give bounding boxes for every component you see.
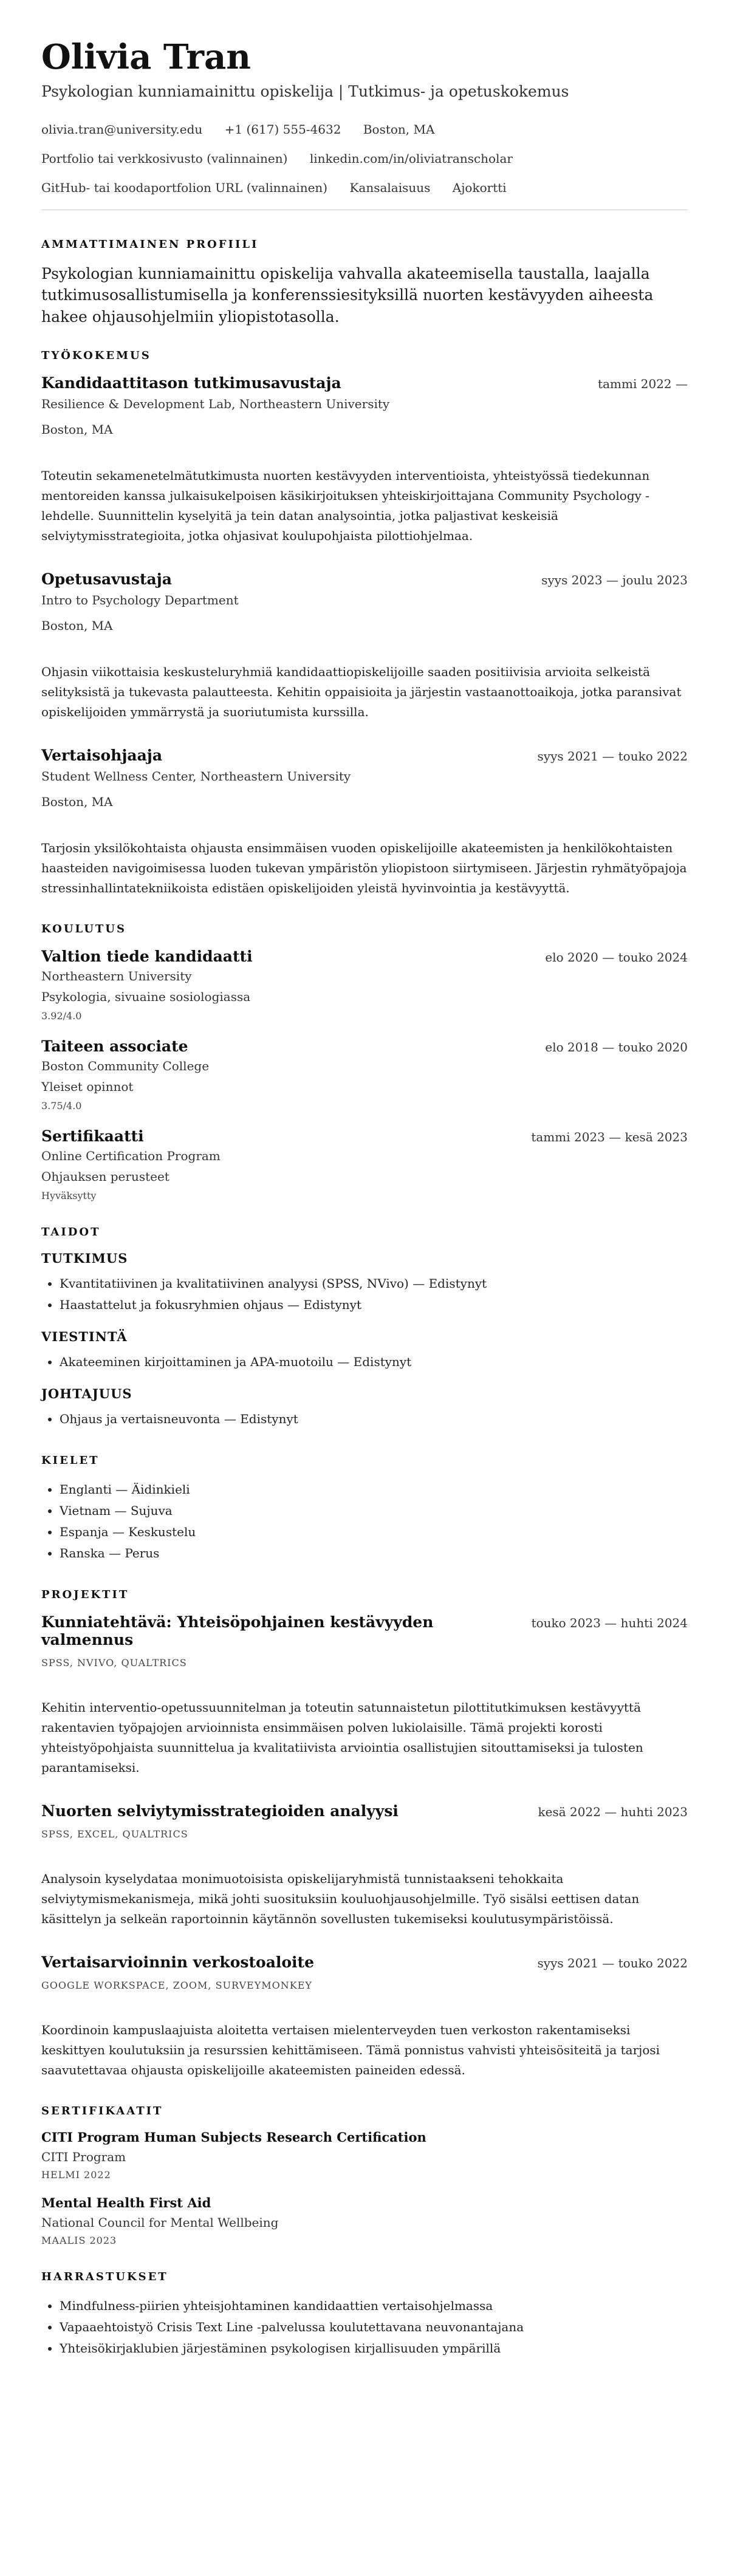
project-description: Kehitin interventio-opetussuunnitelman ja toteutin satunnaistetun pilottitutkimuksen kestävyyttä rakentavien työpajojen arvioinnista ensimmäisen polven lukiolaisille. Tämä projekti korosti yhteistyöpohjaista suunnittelua ja kvalitatiivista arviointia osallistujien sitouttamiseksi ja tulosten parantamiseksi. bbox=[41, 1700, 643, 1775]
experience-org: Student Wellness Center, Northeastern University bbox=[41, 769, 351, 784]
candidate-name: Olivia Tran bbox=[41, 37, 252, 77]
certificate-entry bbox=[41, 2195, 688, 2246]
hobby-list bbox=[41, 2295, 688, 2359]
languages-section-title: KIELET bbox=[41, 1454, 100, 1467]
hobbies-section bbox=[41, 2270, 688, 2359]
experience-entry bbox=[41, 570, 688, 722]
education-field: Ohjauksen perusteet bbox=[41, 1169, 169, 1184]
project-description: Analysoin kyselydataa monimuotoisista opiskelijaryhmistä tunnistaakseni tehokkaita selviytymismekanismeja, mikä johti suosituksiin kouluohjausohjelmille. Työ sisälsi eettisen datan käsittelyn ja selkeän raportoinnin käytännön sovellusten tukemiseksi koulutusympäristöissä. bbox=[41, 1871, 640, 1927]
experience-date: syys 2021 — touko 2022 bbox=[537, 749, 688, 764]
education-degree: Sertifikaatti bbox=[41, 1127, 144, 1146]
skill-group-title: TUTKIMUS bbox=[41, 1251, 128, 1266]
profile-summary: Psykologian kunniamainittu opiskelija vahvalla akateemisella taustalla, laajalla tutkimusosallistumisella ja konferenssiesityksillä nuorten kestävyyden aiheesta hakee ohjausohjelmiin yliopistotasolla. bbox=[41, 264, 654, 326]
skill-list bbox=[41, 1273, 688, 1316]
certificate-date: MAALIS 2023 bbox=[41, 2235, 117, 2247]
skill-item: • Kvantitatiivinen ja kvalitatiivinen analyysi (SPSS, NVivo) — Edistynyt bbox=[60, 1273, 688, 1294]
education-field: Yleiset opinnot bbox=[41, 1079, 134, 1095]
hobby-item: • Yhteisökirjaklubien järjestäminen psykologisen kirjallisuuden ympärillä bbox=[60, 2338, 688, 2359]
contact-location: Boston, MA bbox=[363, 121, 435, 137]
language-item: • Vietnam — Sujuva bbox=[60, 1500, 688, 1522]
project-title: Vertaisarvioinnin verkostoaloite bbox=[41, 1953, 315, 1972]
education-detail: 3.92/4.0 bbox=[41, 1010, 82, 1022]
education-entry bbox=[41, 1127, 688, 1201]
projects-section bbox=[41, 1588, 688, 2080]
experience-entry bbox=[41, 746, 688, 898]
education-detail: 3.75/4.0 bbox=[41, 1100, 82, 1112]
project-entry bbox=[41, 1953, 688, 2080]
certificate-date: HELMI 2022 bbox=[41, 2169, 111, 2181]
project-title: Nuorten selviytymisstrategioiden analyysi bbox=[41, 1802, 399, 1820]
certificate-issuer: CITI Program bbox=[41, 2150, 126, 2165]
experience-org: Resilience & Development Lab, Northeastern University bbox=[41, 397, 390, 412]
projects-section-title: PROJEKTIT bbox=[41, 1588, 129, 1602]
skill-list bbox=[41, 1351, 688, 1373]
contact-row-primary bbox=[41, 122, 688, 137]
skill-item: • Akateeminen kirjoittaminen ja APA-muotoilu — Edistynyt bbox=[60, 1351, 688, 1373]
hobby-item: • Mindfulness-piirien yhteisjohtaminen kandidaattien vertaisohjelmassa bbox=[60, 2295, 688, 2317]
certificates-section bbox=[41, 2105, 688, 2246]
experience-section-title: TYÖKOKEMUS bbox=[41, 349, 151, 363]
education-degree: Taiteen associate bbox=[41, 1037, 188, 1056]
skill-list bbox=[41, 1409, 688, 1430]
project-entry bbox=[41, 1802, 688, 1929]
experience-date: tammi 2022 — bbox=[598, 377, 688, 392]
project-description: Koordinoin kampuslaajuista aloitetta vertaisen mielenterveyden tuen verkoston rakentamiseksi keskittyen koulutuksiin ja resurssien kehittämiseen. Tämä ponnistus vahvisti yhteisösiteitä ja tarjosi saavutettavaa ohjausta opiskelijoille akateemisten paineiden edessä. bbox=[41, 2023, 660, 2078]
education-section bbox=[41, 923, 688, 1201]
language-item: • Englanti — Äidinkieli bbox=[60, 1479, 688, 1500]
experience-description: Ohjasin viikottaisia keskusteluryhmiä kandidaattiopiskelijoille saaden positiivisia arvioita selkeistä selityksistä ja tukevasta palautteesta. Kehitin oppaisioita ja järjestin vastaanottoaikoja, jotka paransivat opiskelijoiden ymmärrystä ja suoriutumista kurssilla. bbox=[41, 664, 682, 720]
experience-location: Boston, MA bbox=[41, 618, 113, 634]
contact-email[interactable]: olivia.tran@university.edu bbox=[41, 121, 203, 137]
project-tags: GOOGLE WORKSPACE, ZOOM, SURVEYMONKEY bbox=[41, 1980, 312, 1992]
skills-section bbox=[41, 1226, 688, 1430]
candidate-headline: Psykologian kunniamainittu opiskelija | Tutkimus- ja opetuskokemus bbox=[41, 82, 569, 100]
education-date: tammi 2023 — kesä 2023 bbox=[531, 1130, 688, 1145]
certificate-title: Mental Health First Aid bbox=[41, 2195, 211, 2211]
languages-section bbox=[41, 1454, 688, 1564]
contact-linkedin[interactable]: linkedin.com/in/oliviatranscholar bbox=[309, 151, 513, 166]
experience-description: Tarjosin yksilökohtaista ohjausta ensimmäisen vuoden opiskelijoille akateemisten ja henkilökohtaisten haasteiden navigoimisessa luoden tukevan ympäristön yliopistoon siirtymiseen. Järjestin ryhmätyöpajoja stressinhallintatekniikoista edistäen opiskelijoiden yleistä hyvinvointia ja kestävyyttä. bbox=[41, 841, 687, 896]
experience-section bbox=[41, 349, 688, 898]
skills-section-title: TAIDOT bbox=[41, 1226, 101, 1239]
language-item: • Espanja — Keskustelu bbox=[60, 1522, 688, 1543]
language-item: • Ranska — Perus bbox=[60, 1543, 688, 1564]
education-detail: Hyväksytty bbox=[41, 1190, 97, 1202]
contact-row-extra bbox=[41, 180, 688, 195]
project-date: touko 2023 — huhti 2024 bbox=[531, 1616, 688, 1631]
experience-title: Kandidaattitason tutkimusavustaja bbox=[41, 374, 341, 392]
contact-row-links bbox=[41, 151, 688, 166]
project-date: syys 2021 — touko 2022 bbox=[537, 1956, 688, 1971]
certificate-title: CITI Program Human Subjects Research Certification bbox=[41, 2130, 426, 2145]
hobbies-section-title: HARRASTUKSET bbox=[41, 2270, 168, 2284]
certificates-section-title: SERTIFIKAATIT bbox=[41, 2105, 163, 2118]
experience-location: Boston, MA bbox=[41, 422, 113, 437]
contact-portfolio[interactable]: Portfolio tai verkkosivusto (valinnainen) bbox=[41, 151, 288, 166]
profile-section-title: AMMATTIMAINEN PROFIILI bbox=[41, 237, 259, 251]
project-entry bbox=[41, 1613, 688, 1778]
project-tags: SPSS, EXCEL, QUALTRICS bbox=[41, 1828, 188, 1840]
experience-location: Boston, MA bbox=[41, 794, 113, 810]
education-field: Psykologia, sivuaine sosiologiassa bbox=[41, 989, 251, 1005]
skill-item: • Haastattelut ja fokusryhmien ohjaus — Edistynyt bbox=[60, 1294, 688, 1316]
contact-github[interactable]: GitHub- tai koodaportfolion URL (valinnainen) bbox=[41, 180, 328, 195]
certificate-issuer: National Council for Mental Wellbeing bbox=[41, 2215, 279, 2230]
education-date: elo 2020 — touko 2024 bbox=[545, 950, 688, 965]
experience-date: syys 2023 — joulu 2023 bbox=[541, 573, 688, 588]
experience-title: Opetusavustaja bbox=[41, 570, 172, 589]
resume-header bbox=[41, 39, 688, 195]
profile-section bbox=[41, 238, 688, 328]
project-title: Kunniatehtävä: Yhteisöpohjainen kestävyyden valmennus bbox=[41, 1613, 434, 1649]
contact-phone[interactable]: +1 (617) 555-4632 bbox=[224, 121, 341, 137]
experience-description: Toteutin sekamenetelmätutkimusta nuorten kestävyyden interventioista, yhteistyössä tiedekunnan mentoreiden kanssa julkaisukelpoisen käsikirjoituksen yhteiskirjoittajana Community Psychology -lehdelle. Suunnittelin kyselyitä ja tein datan analysointia, jotka paljastivat keskeisiä selviytymisstrategioita, jotka ohjasivat koulupohjaista pilottiohjelmaa. bbox=[41, 468, 650, 544]
skill-item: • Ohjaus ja vertaisneuvonta — Edistynyt bbox=[60, 1409, 688, 1430]
education-school: Online Certification Program bbox=[41, 1149, 221, 1164]
education-date: elo 2018 — touko 2020 bbox=[545, 1040, 688, 1055]
hobby-item: • Vapaaehtoistyö Crisis Text Line -palvelussa koulutettavana neuvonantajana bbox=[60, 2317, 688, 2338]
education-section-title: KOULUTUS bbox=[41, 923, 126, 936]
experience-org: Intro to Psychology Department bbox=[41, 593, 239, 608]
language-list bbox=[41, 1479, 688, 1564]
experience-title: Vertaisohjaaja bbox=[41, 746, 163, 765]
skill-group-title: VIESTINTÄ bbox=[41, 1329, 128, 1345]
experience-entry bbox=[41, 374, 688, 546]
contact-license: Ajokortti bbox=[452, 180, 507, 195]
contact-citizenship: Kansalaisuus bbox=[349, 180, 431, 195]
education-school: Northeastern University bbox=[41, 969, 192, 984]
project-tags: SPSS, NVIVO, QUALTRICS bbox=[41, 1657, 187, 1669]
certificate-entry bbox=[41, 2130, 688, 2181]
education-school: Boston Community College bbox=[41, 1059, 210, 1074]
skill-group-title: JOHTAJUUS bbox=[41, 1386, 132, 1402]
education-entry bbox=[41, 1037, 688, 1112]
education-degree: Valtion tiede kandidaatti bbox=[41, 948, 253, 966]
project-date: kesä 2022 — huhti 2023 bbox=[538, 1805, 688, 1820]
education-entry bbox=[41, 948, 688, 1022]
